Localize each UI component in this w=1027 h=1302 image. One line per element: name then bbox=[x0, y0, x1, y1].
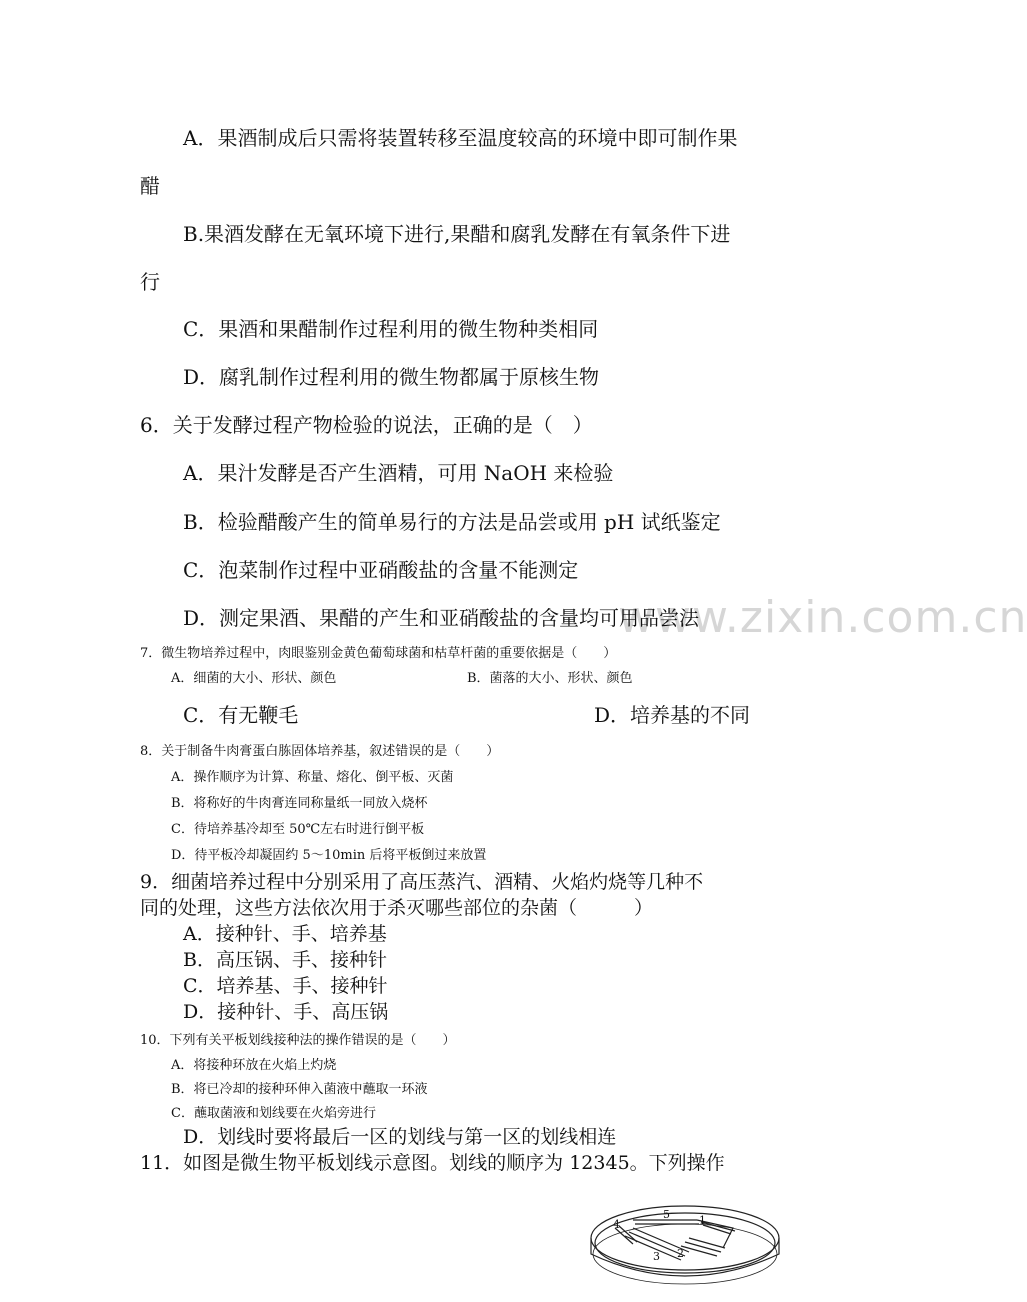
q10-option-c: C．蘸取菌液和划线要在火焰旁进行 bbox=[171, 1106, 376, 1121]
q8-option-a: A．操作顺序为计算、称量、熔化、倒平板、灭菌 bbox=[171, 770, 454, 785]
q9-option-c: C．培养基、手、接种针 bbox=[183, 975, 388, 997]
q7-option-c: C．有无鞭毛 bbox=[183, 703, 299, 727]
q9-stem-line2: 同的处理，这些方法依次用于杀灭哪些部位的杂菌（ ） bbox=[140, 897, 654, 919]
q9-stem-line1: 9．细菌培养过程中分别采用了高压蒸汽、酒精、火焰灼烧等几种不 bbox=[140, 871, 704, 893]
q10-option-a: A．将接种环放在火焰上灼烧 bbox=[171, 1058, 337, 1073]
q7-stem: 7．微生物培养过程中，肉眼鉴别金黄色葡萄球菌和枯草杆菌的重要依据是（ ） bbox=[140, 646, 617, 661]
figure-label-1: 1 bbox=[699, 1214, 706, 1227]
q9-option-d: D．接种针、手、高压锅 bbox=[183, 1001, 389, 1023]
watermark: www.zixin.com.cn bbox=[618, 592, 1027, 643]
figure-label-5: 5 bbox=[663, 1208, 670, 1221]
q7-option-d: D．培养基的不同 bbox=[594, 703, 751, 727]
q8-stem: 8．关于制备牛肉膏蛋白胨固体培养基，叙述错误的是（ ） bbox=[140, 744, 500, 759]
q8-option-d: D．待平板冷却凝固约 5～10min 后将平板倒过来放置 bbox=[171, 848, 487, 863]
q10-option-b: B．将已冷却的接种环伸入菌液中蘸取一环液 bbox=[171, 1082, 428, 1097]
q7-option-a: A．细菌的大小、形状、颜色 bbox=[171, 671, 337, 686]
q5-option-a-line1: A．果酒制成后只需将装置转移至温度较高的环境中即可制作果 bbox=[183, 126, 738, 150]
q9-option-a: A．接种针、手、培养基 bbox=[183, 923, 387, 945]
q6-option-a: A．果汁发酵是否产生酒精，可用 NaOH 来检验 bbox=[183, 461, 614, 485]
q5-option-a-line2: 醋 bbox=[140, 174, 160, 198]
q8-option-b: B．将称好的牛肉膏连同称量纸一同放入烧杯 bbox=[171, 796, 428, 811]
q9-option-b: B．高压锅、手、接种针 bbox=[183, 949, 387, 971]
q6-option-d: D．测定果酒、果醋的产生和亚硝酸盐的含量均可用品尝法 bbox=[183, 606, 700, 630]
q6-option-b: B．检验醋酸产生的简单易行的方法是品尝或用 pH 试纸鉴定 bbox=[183, 510, 721, 534]
q5-option-b-line2: 行 bbox=[140, 270, 160, 294]
q6-option-c: C．泡菜制作过程中亚硝酸盐的含量不能测定 bbox=[183, 558, 579, 582]
q10-option-d: D．划线时要将最后一区的划线与第一区的划线相连 bbox=[183, 1126, 617, 1148]
q6-stem: 6．关于发酵过程产物检验的说法，正确的是（ ） bbox=[140, 413, 593, 437]
q11-stem: 11．如图是微生物平板划线示意图。划线的顺序为 12345。下列操作 bbox=[140, 1152, 725, 1174]
q7-option-b: B．菌落的大小、形状、颜色 bbox=[467, 671, 633, 686]
q10-stem: 10．下列有关平板划线接种法的操作错误的是（ ） bbox=[140, 1033, 456, 1048]
q5-option-d: D．腐乳制作过程利用的微生物都属于原核生物 bbox=[183, 365, 600, 389]
figure-label-2: 2 bbox=[677, 1247, 684, 1260]
figure-label-4: 4 bbox=[613, 1218, 620, 1231]
q5-option-c: C．果酒和果醋制作过程利用的微生物种类相同 bbox=[183, 317, 599, 341]
petri-dish-streak-figure bbox=[585, 1198, 785, 1298]
q5-option-b-line1: B.果酒发酵在无氧环境下进行,果醋和腐乳发酵在有氧条件下进 bbox=[183, 222, 731, 246]
q8-option-c: C．待培养基冷却至 50℃左右时进行倒平板 bbox=[171, 822, 425, 837]
figure-label-3: 3 bbox=[653, 1250, 660, 1263]
